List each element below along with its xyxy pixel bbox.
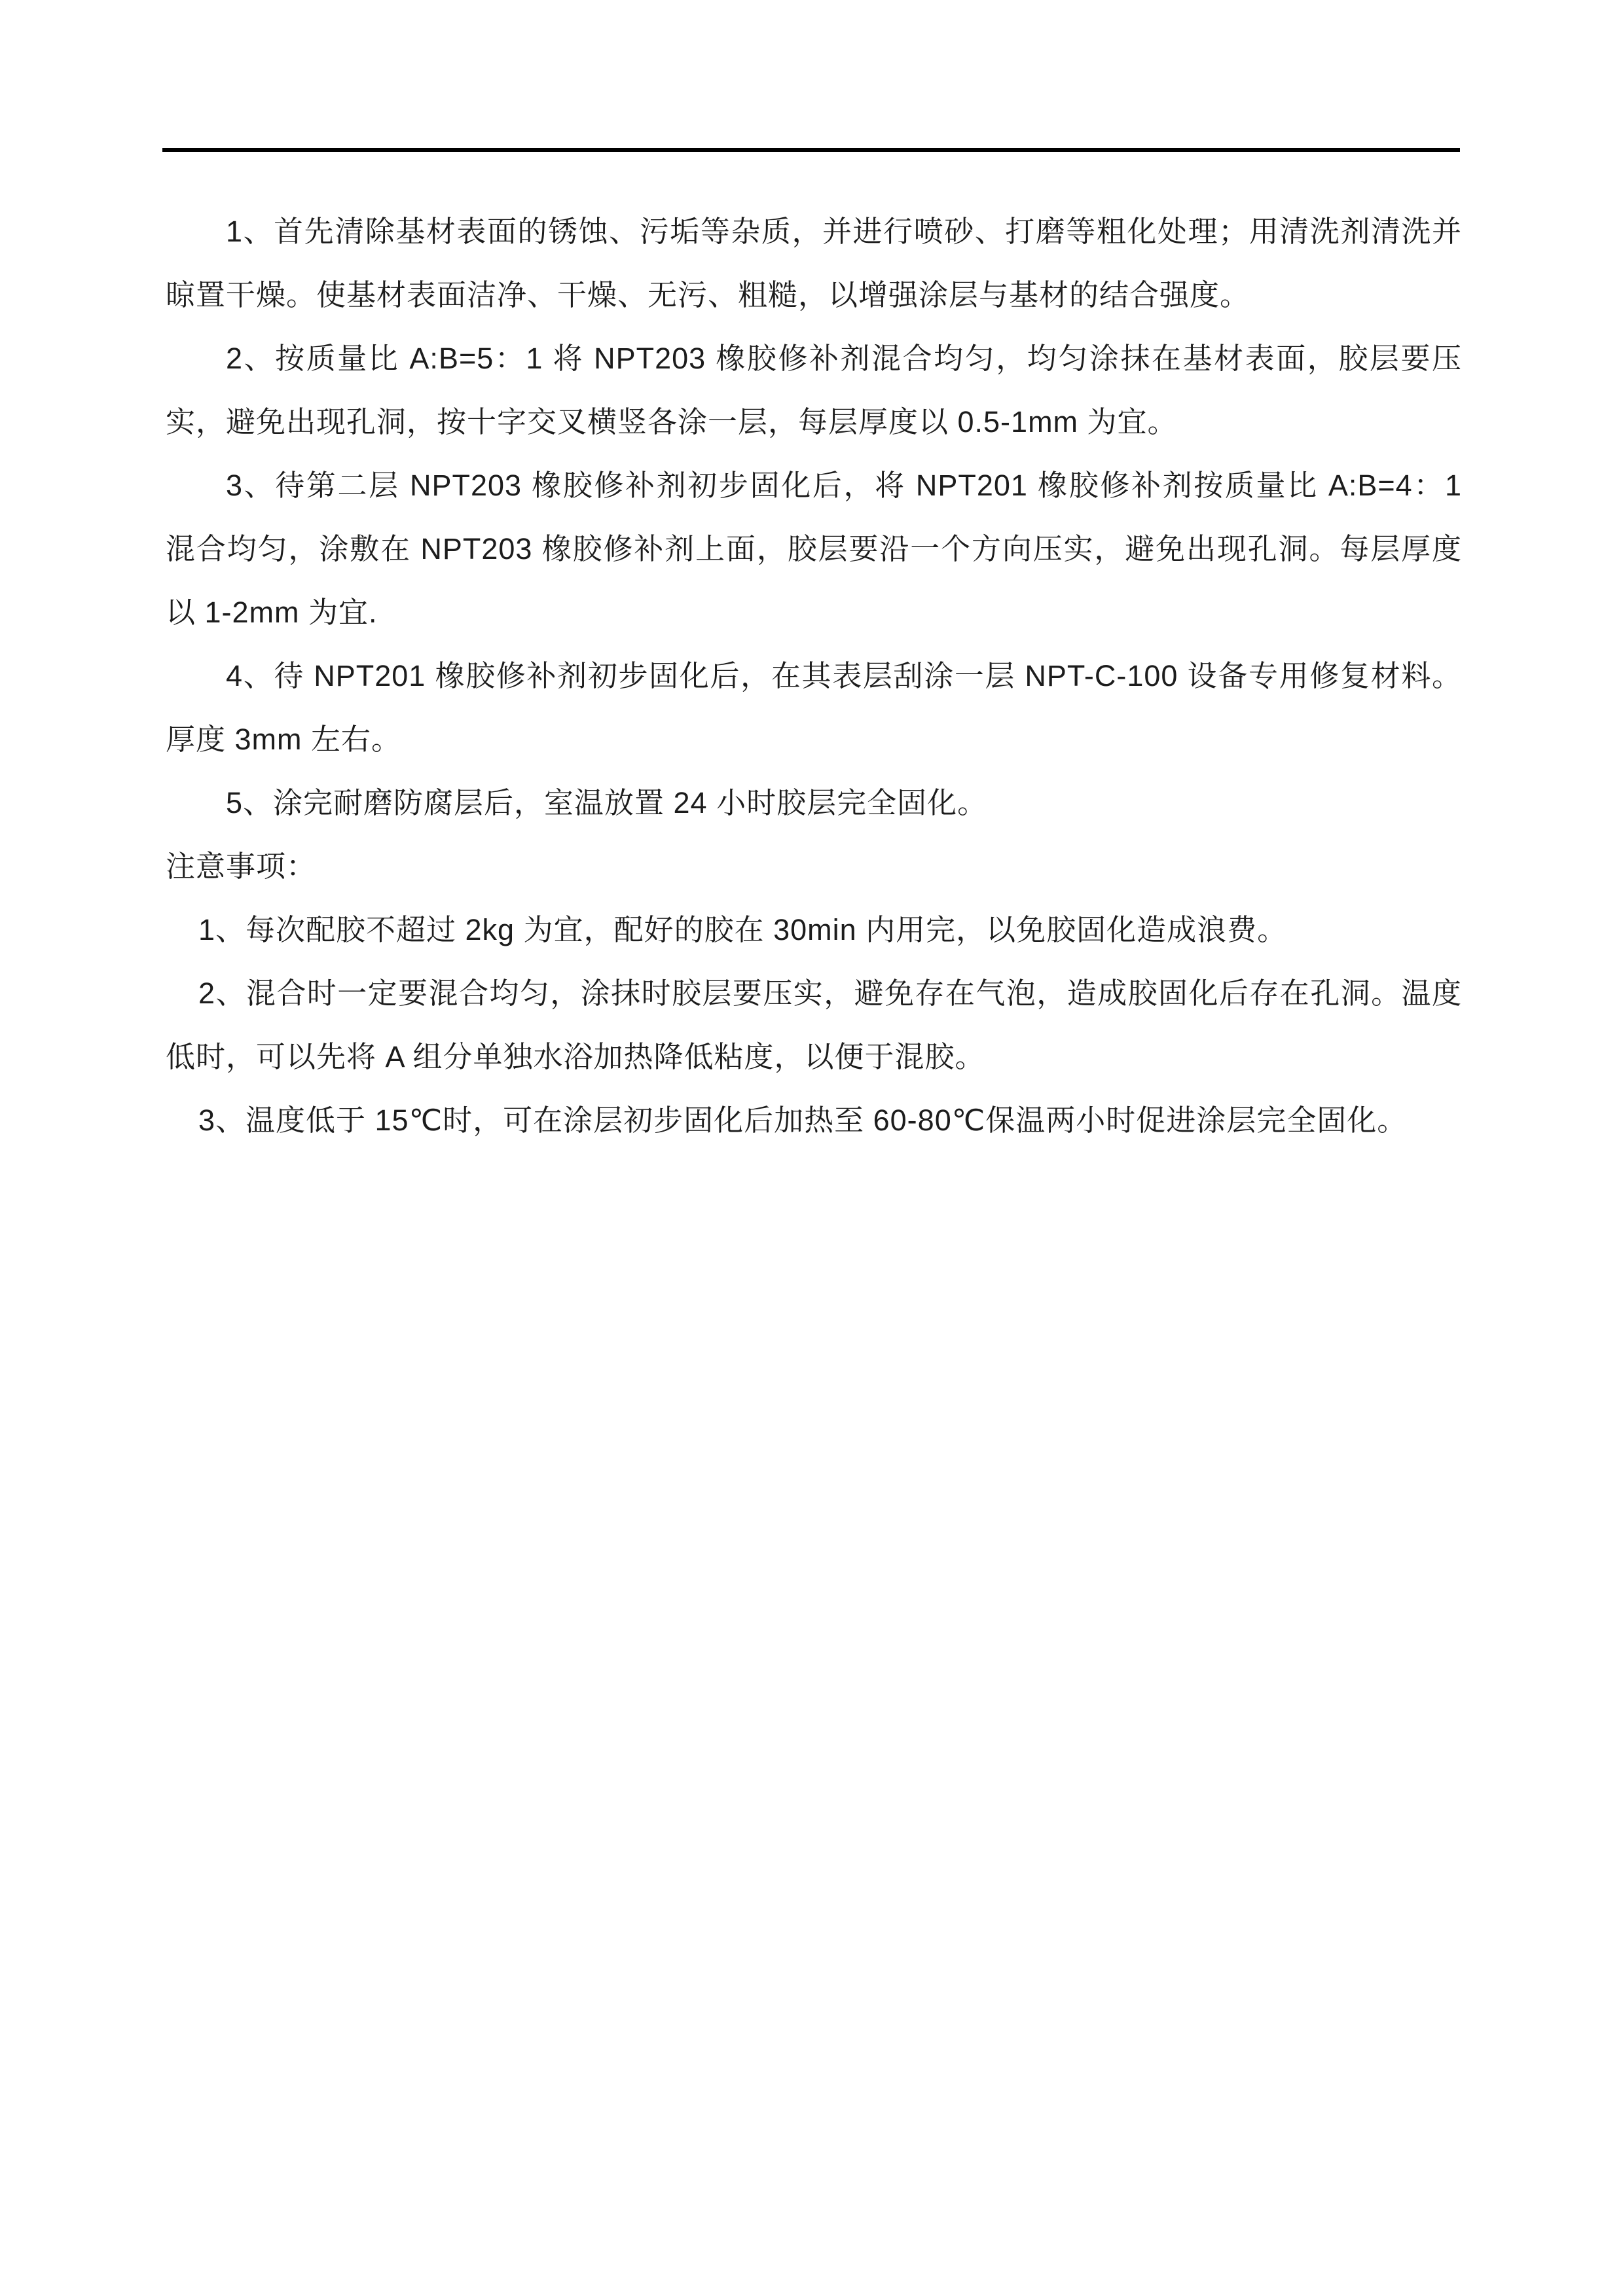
note-item-1: 1、每次配胶不超过 2kg 为宜，配好的胶在 30min 内用完，以免胶固化造成浪费。 [198,913,1288,946]
procedure-step-4: 4、待 NPT201 橡胶修补剂初步固化后，在其表层刮涂一层 NPT-C-100 设备专用修复材料。厚度 3mm 左右。 [166,659,1462,756]
note-item-2: 2、混合时一定要混合均匀，涂抹时胶层要压实，避免存在气泡，造成胶固化后存在孔洞。温度低时，可以先将 A 组分单独水浴加热降低粘度，以便于混胶。 [166,977,1462,1073]
procedure-step-2: 2、按质量比 A:B=5：1 将 NPT203 橡胶修补剂混合均匀，均匀涂抹在基材表面，胶层要压实，避免出现孔洞，按十字交叉横竖各涂一层，每层厚度以 0.5-1mm 为宜。 [166,342,1462,439]
procedure-step-3: 3、待第二层 NPT203 橡胶修补剂初步固化后，将 NPT201 橡胶修补剂按质量比 A:B=4：1 混合均匀，涂敷在 NPT203 橡胶修补剂上面，胶层要沿一个方向压实，避免出现孔洞。每层厚度以 1-2mm 为宜. [166,469,1462,629]
note-item-3: 3、温度低于 15℃时，可在涂层初步固化后加热至 60-80℃保温两小时促进涂层完全固化。 [198,1103,1408,1137]
notes-section-heading: 注意事项： [166,850,317,883]
procedure-step-1: 1、首先清除基材表面的锈蚀、污垢等杂质，并进行喷砂、打磨等粗化处理；用清洗剂清洗并晾置干燥。使基材表面洁净、干燥、无污、粗糙，以增强涂层与基材的结合强度。 [166,215,1462,312]
document-body [166,200,1462,1152]
procedure-step-5: 5、涂完耐磨防腐层后，室温放置 24 小时胶层完全固化。 [226,786,988,819]
header-divider-line [162,148,1460,152]
